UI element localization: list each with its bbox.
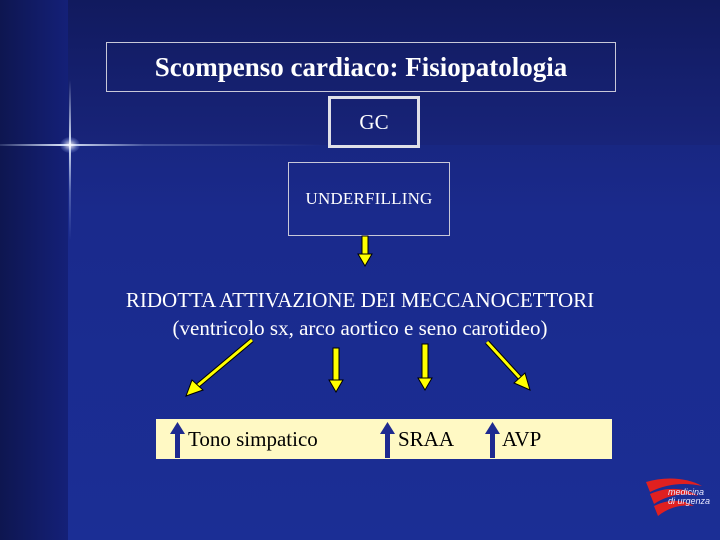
arrow-down-underfilling: [358, 236, 372, 266]
up-arrow-sraa: [380, 422, 395, 458]
logo-text: [668, 488, 710, 506]
gc-label: GC: [359, 109, 389, 134]
mechanism-line-1: RIDOTTA ATTIVAZIONE DEI MECCANOCETTORI: [125, 288, 595, 312]
result-avp: AVP: [502, 427, 542, 451]
arrow-down-center-right: [418, 344, 432, 390]
up-arrow-tono: [170, 422, 185, 458]
up-arrow-avp: [485, 422, 500, 458]
arrow-diagonal-right: [487, 342, 530, 390]
result-tono-simpatico: Tono simpatico: [188, 427, 318, 451]
mechanism-line-2: (ventricolo sx, arco aortico e seno carotideo): [172, 316, 548, 340]
underfilling-label: UNDERFILLING: [305, 189, 433, 208]
arrow-down-center-left: [329, 348, 343, 392]
result-sraa: SRAA: [398, 427, 455, 451]
arrow-diagonal-left: [186, 340, 252, 396]
logo-line-1: medicina: [668, 487, 705, 497]
slide-title: Scompenso cardiaco: Fisiopatologia: [154, 51, 568, 82]
logo-line-2: di urgenza: [668, 496, 711, 506]
